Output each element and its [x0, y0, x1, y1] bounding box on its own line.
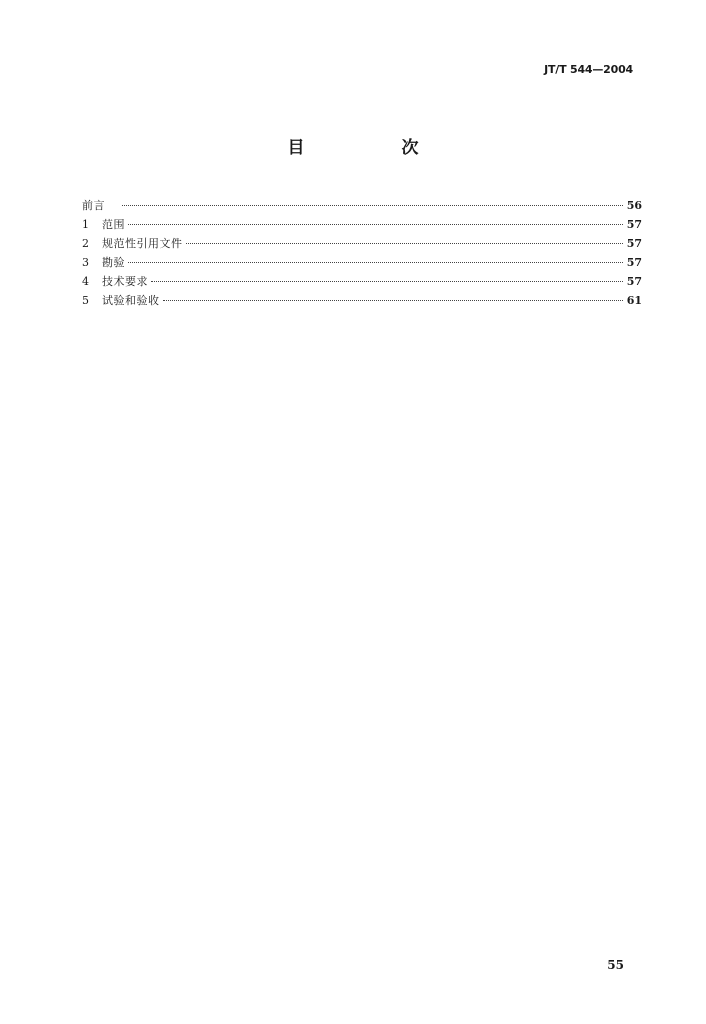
toc-entry-page: 61: [626, 294, 642, 307]
toc-entry-page: 56: [626, 199, 642, 212]
toc-leader-dots: [128, 224, 623, 225]
toc-leader-dots: [151, 281, 623, 282]
page-title: 目 次: [287, 138, 459, 158]
toc-entry-label: 勘验: [102, 256, 125, 269]
toc-entry-number: 4: [82, 275, 89, 288]
toc-entry-label: 范围: [102, 218, 125, 231]
toc-entry-page: 57: [626, 256, 642, 269]
standard-code: JT/T 544—2004: [544, 63, 633, 76]
toc-entry-page: 57: [626, 237, 642, 250]
toc-entry-number: 5: [82, 294, 89, 307]
toc-entry-number: 2: [82, 237, 89, 250]
toc-entry-number: 3: [82, 256, 89, 269]
toc-entry-label: 前言: [82, 199, 105, 212]
toc-entry-foreword[interactable]: [82, 196, 642, 215]
toc-leader-dots: [122, 205, 623, 206]
toc-entry-survey[interactable]: [82, 253, 642, 272]
toc-leader-dots: [186, 243, 624, 244]
toc-entry-label: 试验和验收: [102, 294, 160, 307]
toc-leader-dots: [128, 262, 623, 263]
toc-entry-normative-references[interactable]: [82, 234, 642, 253]
toc-entry-page: 57: [626, 218, 642, 231]
toc-entry-label: 规范性引用文件: [102, 237, 183, 250]
toc-entry-page: 57: [626, 275, 642, 288]
table-of-contents: [82, 196, 642, 310]
toc-entry-technical-requirements[interactable]: [82, 272, 642, 291]
toc-entry-test-and-acceptance[interactable]: [82, 291, 642, 310]
toc-entry-label: 技术要求: [102, 275, 148, 288]
toc-leader-dots: [163, 300, 624, 301]
toc-entry-number: 1: [82, 218, 89, 231]
toc-entry-scope[interactable]: [82, 215, 642, 234]
page-number: 55: [607, 958, 624, 972]
